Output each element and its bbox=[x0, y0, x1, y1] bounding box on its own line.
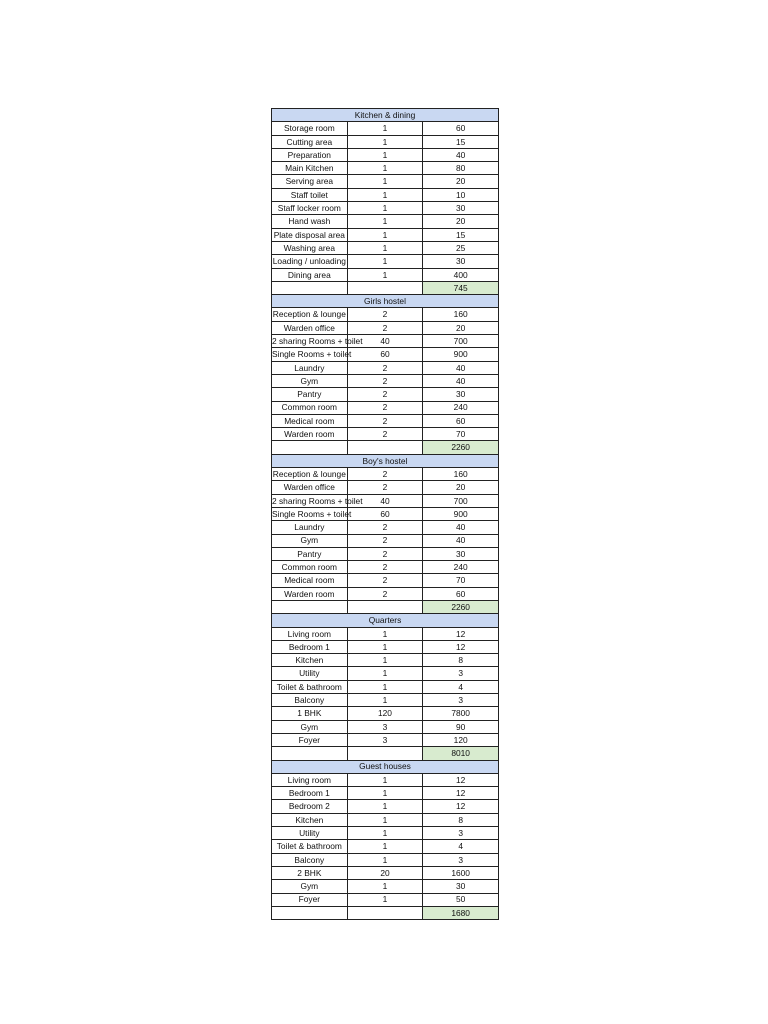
table-row bbox=[272, 587, 499, 600]
area-cell: 25 bbox=[423, 241, 499, 254]
section-title: Guest houses bbox=[272, 760, 499, 773]
area-cell: 70 bbox=[423, 574, 499, 587]
table-row bbox=[272, 840, 499, 853]
section-title: Kitchen & dining bbox=[272, 109, 499, 122]
area-cell: 40 bbox=[423, 534, 499, 547]
space-name-cell: Laundry bbox=[272, 361, 348, 374]
area-cell: 900 bbox=[423, 348, 499, 361]
space-name-cell: Bedroom 1 bbox=[272, 787, 348, 800]
table-row bbox=[272, 827, 499, 840]
table-row bbox=[272, 348, 499, 361]
space-name-cell: Foyer bbox=[272, 893, 348, 906]
table-row bbox=[272, 574, 499, 587]
table-row bbox=[272, 773, 499, 786]
quantity-cell: 60 bbox=[347, 507, 423, 520]
space-name-cell: Toilet & bathroom bbox=[272, 680, 348, 693]
section-header-row bbox=[272, 454, 499, 467]
table-row bbox=[272, 667, 499, 680]
table-row bbox=[272, 494, 499, 507]
section-total-cell: 1680 bbox=[423, 906, 499, 919]
quantity-cell: 1 bbox=[347, 880, 423, 893]
quantity-cell: 1 bbox=[347, 893, 423, 906]
area-cell: 15 bbox=[423, 228, 499, 241]
area-cell: 400 bbox=[423, 268, 499, 281]
table-row bbox=[272, 401, 499, 414]
space-name-cell: Single Rooms + toilet bbox=[272, 508, 352, 519]
table-row bbox=[272, 228, 499, 241]
table-row bbox=[272, 507, 499, 520]
section-header-row bbox=[272, 295, 499, 308]
space-name-cell: Preparation bbox=[272, 148, 348, 161]
area-cell: 700 bbox=[423, 335, 499, 348]
section-header-row bbox=[272, 760, 499, 773]
quantity-cell: 1 bbox=[347, 853, 423, 866]
table-row bbox=[272, 694, 499, 707]
table-row bbox=[272, 787, 499, 800]
quantity-cell: 120 bbox=[347, 707, 423, 720]
empty-cell bbox=[272, 747, 348, 760]
area-cell: 3 bbox=[423, 694, 499, 707]
table-row bbox=[272, 654, 499, 667]
section-total-cell: 8010 bbox=[423, 747, 499, 760]
section-total-row bbox=[272, 747, 499, 760]
space-name-cell: Living room bbox=[272, 773, 348, 786]
table-row bbox=[272, 388, 499, 401]
space-name-cell: Single Rooms + toilet bbox=[272, 349, 352, 360]
area-cell: 40 bbox=[423, 521, 499, 534]
space-name-cell: 2 sharing Rooms + toilet bbox=[272, 335, 363, 346]
table-row bbox=[272, 853, 499, 866]
space-name-cell: Medical room bbox=[272, 414, 348, 427]
space-name-cell: Staff toilet bbox=[272, 188, 348, 201]
table-row bbox=[272, 893, 499, 906]
area-cell: 20 bbox=[423, 215, 499, 228]
quantity-cell: 1 bbox=[347, 800, 423, 813]
quantity-cell: 1 bbox=[347, 827, 423, 840]
empty-cell bbox=[347, 600, 423, 613]
space-name-cell: Serving area bbox=[272, 175, 348, 188]
table-row bbox=[272, 813, 499, 826]
table-row bbox=[272, 215, 499, 228]
quantity-cell: 2 bbox=[347, 414, 423, 427]
table-row bbox=[272, 866, 499, 879]
quantity-cell: 1 bbox=[347, 175, 423, 188]
area-cell: 12 bbox=[423, 773, 499, 786]
area-cell: 80 bbox=[423, 162, 499, 175]
area-cell: 12 bbox=[423, 640, 499, 653]
quantity-cell: 2 bbox=[347, 481, 423, 494]
area-cell: 15 bbox=[423, 135, 499, 148]
area-schedule-table bbox=[271, 108, 499, 920]
section-total-row bbox=[272, 441, 499, 454]
table-row bbox=[272, 374, 499, 387]
area-cell: 60 bbox=[423, 122, 499, 135]
quantity-cell: 1 bbox=[347, 202, 423, 215]
area-cell: 7800 bbox=[423, 707, 499, 720]
space-name-cell: Gym bbox=[272, 720, 348, 733]
section-total-row bbox=[272, 600, 499, 613]
space-name-cell: Dining area bbox=[272, 268, 348, 281]
area-cell: 3 bbox=[423, 853, 499, 866]
quantity-cell: 20 bbox=[347, 866, 423, 879]
space-name-cell: Bedroom 1 bbox=[272, 640, 348, 653]
quantity-cell: 40 bbox=[347, 335, 423, 348]
space-name-cell: Balcony bbox=[272, 853, 348, 866]
space-name-cell: Hand wash bbox=[272, 215, 348, 228]
section-header-row bbox=[272, 109, 499, 122]
space-name-cell: Utility bbox=[272, 667, 348, 680]
table-row bbox=[272, 188, 499, 201]
empty-cell bbox=[347, 281, 423, 294]
table-row bbox=[272, 720, 499, 733]
empty-cell bbox=[272, 441, 348, 454]
area-cell: 12 bbox=[423, 627, 499, 640]
area-cell: 12 bbox=[423, 787, 499, 800]
section-total-cell: 2260 bbox=[423, 441, 499, 454]
area-cell: 4 bbox=[423, 680, 499, 693]
area-cell: 120 bbox=[423, 733, 499, 746]
quantity-cell: 1 bbox=[347, 640, 423, 653]
space-name-cell: Plate disposal area bbox=[272, 228, 348, 241]
space-name-cell: 1 BHK bbox=[272, 707, 348, 720]
quantity-cell: 1 bbox=[347, 773, 423, 786]
table-row bbox=[272, 122, 499, 135]
section-header-row bbox=[272, 614, 499, 627]
space-name-cell: Toilet & bathroom bbox=[272, 840, 348, 853]
space-name-cell: 2 BHK bbox=[272, 866, 348, 879]
quantity-cell: 3 bbox=[347, 733, 423, 746]
space-name-cell: Common room bbox=[272, 401, 348, 414]
area-cell: 30 bbox=[423, 255, 499, 268]
space-name-cell: Gym bbox=[272, 374, 348, 387]
space-name-cell: Living room bbox=[272, 627, 348, 640]
area-cell: 1600 bbox=[423, 866, 499, 879]
quantity-cell: 2 bbox=[347, 547, 423, 560]
quantity-cell: 2 bbox=[347, 374, 423, 387]
quantity-cell: 2 bbox=[347, 388, 423, 401]
space-name-cell: Loading / unloading bbox=[272, 256, 346, 267]
space-name-cell: Pantry bbox=[272, 547, 348, 560]
area-cell: 12 bbox=[423, 800, 499, 813]
empty-cell bbox=[272, 600, 348, 613]
section-title: Boy's hostel bbox=[272, 454, 499, 467]
space-name-cell: Balcony bbox=[272, 694, 348, 707]
table-row bbox=[272, 534, 499, 547]
quantity-cell: 3 bbox=[347, 720, 423, 733]
area-cell: 30 bbox=[423, 202, 499, 215]
section-title: Quarters bbox=[272, 614, 499, 627]
quantity-cell: 2 bbox=[347, 574, 423, 587]
quantity-cell: 1 bbox=[347, 627, 423, 640]
table-row bbox=[272, 880, 499, 893]
area-cell: 60 bbox=[423, 587, 499, 600]
table-row bbox=[272, 321, 499, 334]
quantity-cell: 2 bbox=[347, 361, 423, 374]
space-name-cell: Pantry bbox=[272, 388, 348, 401]
quantity-cell: 1 bbox=[347, 148, 423, 161]
quantity-cell: 1 bbox=[347, 268, 423, 281]
empty-cell bbox=[347, 906, 423, 919]
quantity-cell: 2 bbox=[347, 428, 423, 441]
area-cell: 90 bbox=[423, 720, 499, 733]
area-cell: 4 bbox=[423, 840, 499, 853]
space-name-cell: Kitchen bbox=[272, 654, 348, 667]
area-cell: 10 bbox=[423, 188, 499, 201]
space-name-cell: Reception & lounge bbox=[272, 309, 346, 320]
area-cell: 50 bbox=[423, 893, 499, 906]
area-cell: 30 bbox=[423, 880, 499, 893]
table-row bbox=[272, 547, 499, 560]
space-name-cell: Gym bbox=[272, 534, 348, 547]
section-total-cell: 2260 bbox=[423, 600, 499, 613]
quantity-cell: 1 bbox=[347, 654, 423, 667]
quantity-cell: 2 bbox=[347, 587, 423, 600]
area-cell: 20 bbox=[423, 321, 499, 334]
space-name-cell: Cutting area bbox=[272, 135, 348, 148]
table-row bbox=[272, 241, 499, 254]
table-row bbox=[272, 468, 499, 481]
table-row bbox=[272, 428, 499, 441]
quantity-cell: 1 bbox=[347, 122, 423, 135]
area-cell: 700 bbox=[423, 494, 499, 507]
space-name-cell: Main Kitchen bbox=[272, 162, 348, 175]
area-cell: 40 bbox=[423, 148, 499, 161]
quantity-cell: 1 bbox=[347, 680, 423, 693]
area-cell: 40 bbox=[423, 361, 499, 374]
empty-cell bbox=[347, 441, 423, 454]
area-cell: 160 bbox=[423, 308, 499, 321]
table-row bbox=[272, 202, 499, 215]
table-row bbox=[272, 255, 499, 268]
quantity-cell: 60 bbox=[347, 348, 423, 361]
table-row bbox=[272, 640, 499, 653]
area-cell: 240 bbox=[423, 561, 499, 574]
space-name-cell: Staff locker room bbox=[272, 202, 348, 215]
space-name-cell: Utility bbox=[272, 827, 348, 840]
quantity-cell: 1 bbox=[347, 813, 423, 826]
area-cell: 3 bbox=[423, 667, 499, 680]
area-cell: 60 bbox=[423, 414, 499, 427]
quantity-cell: 2 bbox=[347, 521, 423, 534]
space-name-cell: Warden office bbox=[272, 321, 348, 334]
quantity-cell: 1 bbox=[347, 255, 423, 268]
area-cell: 30 bbox=[423, 388, 499, 401]
table-row bbox=[272, 521, 499, 534]
space-name-cell: Common room bbox=[272, 561, 348, 574]
quantity-cell: 1 bbox=[347, 241, 423, 254]
space-name-cell: 2 sharing Rooms + toilet bbox=[272, 495, 363, 506]
space-name-cell: Washing area bbox=[272, 241, 348, 254]
area-cell: 70 bbox=[423, 428, 499, 441]
space-name-cell: Warden room bbox=[272, 587, 348, 600]
space-name-cell: Foyer bbox=[272, 733, 348, 746]
quantity-cell: 1 bbox=[347, 228, 423, 241]
quantity-cell: 1 bbox=[347, 162, 423, 175]
table-row bbox=[272, 800, 499, 813]
table-row bbox=[272, 733, 499, 746]
quantity-cell: 2 bbox=[347, 321, 423, 334]
space-name-cell: Gym bbox=[272, 880, 348, 893]
area-cell: 160 bbox=[423, 468, 499, 481]
quantity-cell: 2 bbox=[347, 401, 423, 414]
table-row bbox=[272, 135, 499, 148]
empty-cell bbox=[272, 281, 348, 294]
table-row bbox=[272, 414, 499, 427]
area-cell: 8 bbox=[423, 654, 499, 667]
quantity-cell: 1 bbox=[347, 787, 423, 800]
table-row bbox=[272, 268, 499, 281]
section-title: Girls hostel bbox=[272, 295, 499, 308]
quantity-cell: 1 bbox=[347, 694, 423, 707]
table-row bbox=[272, 162, 499, 175]
empty-cell bbox=[347, 747, 423, 760]
quantity-cell: 1 bbox=[347, 135, 423, 148]
area-cell: 240 bbox=[423, 401, 499, 414]
quantity-cell: 2 bbox=[347, 534, 423, 547]
table-row bbox=[272, 627, 499, 640]
quantity-cell: 2 bbox=[347, 561, 423, 574]
space-name-cell: Storage room bbox=[272, 122, 348, 135]
space-name-cell: Reception & lounge bbox=[272, 468, 346, 479]
space-name-cell: Warden office bbox=[272, 481, 348, 494]
section-total-row bbox=[272, 906, 499, 919]
area-cell: 3 bbox=[423, 827, 499, 840]
empty-cell bbox=[272, 906, 348, 919]
table-row bbox=[272, 308, 499, 321]
table-row bbox=[272, 481, 499, 494]
space-name-cell: Medical room bbox=[272, 574, 348, 587]
table-row bbox=[272, 148, 499, 161]
table-row bbox=[272, 175, 499, 188]
quantity-cell: 2 bbox=[347, 308, 423, 321]
area-cell: 8 bbox=[423, 813, 499, 826]
quantity-cell: 1 bbox=[347, 215, 423, 228]
table-row bbox=[272, 335, 499, 348]
table-row bbox=[272, 361, 499, 374]
quantity-cell: 1 bbox=[347, 840, 423, 853]
area-cell: 20 bbox=[423, 481, 499, 494]
quantity-cell: 40 bbox=[347, 494, 423, 507]
quantity-cell: 1 bbox=[347, 667, 423, 680]
table-row bbox=[272, 680, 499, 693]
area-cell: 20 bbox=[423, 175, 499, 188]
area-cell: 30 bbox=[423, 547, 499, 560]
table-row bbox=[272, 707, 499, 720]
space-name-cell: Laundry bbox=[272, 521, 348, 534]
area-cell: 900 bbox=[423, 507, 499, 520]
quantity-cell: 1 bbox=[347, 188, 423, 201]
section-total-cell: 745 bbox=[423, 281, 499, 294]
section-total-row bbox=[272, 281, 499, 294]
area-schedule-body bbox=[272, 109, 499, 920]
space-name-cell: Warden room bbox=[272, 428, 348, 441]
table-row bbox=[272, 561, 499, 574]
space-name-cell: Bedroom 2 bbox=[272, 800, 348, 813]
space-name-cell: Kitchen bbox=[272, 813, 348, 826]
quantity-cell: 2 bbox=[347, 468, 423, 481]
area-cell: 40 bbox=[423, 374, 499, 387]
